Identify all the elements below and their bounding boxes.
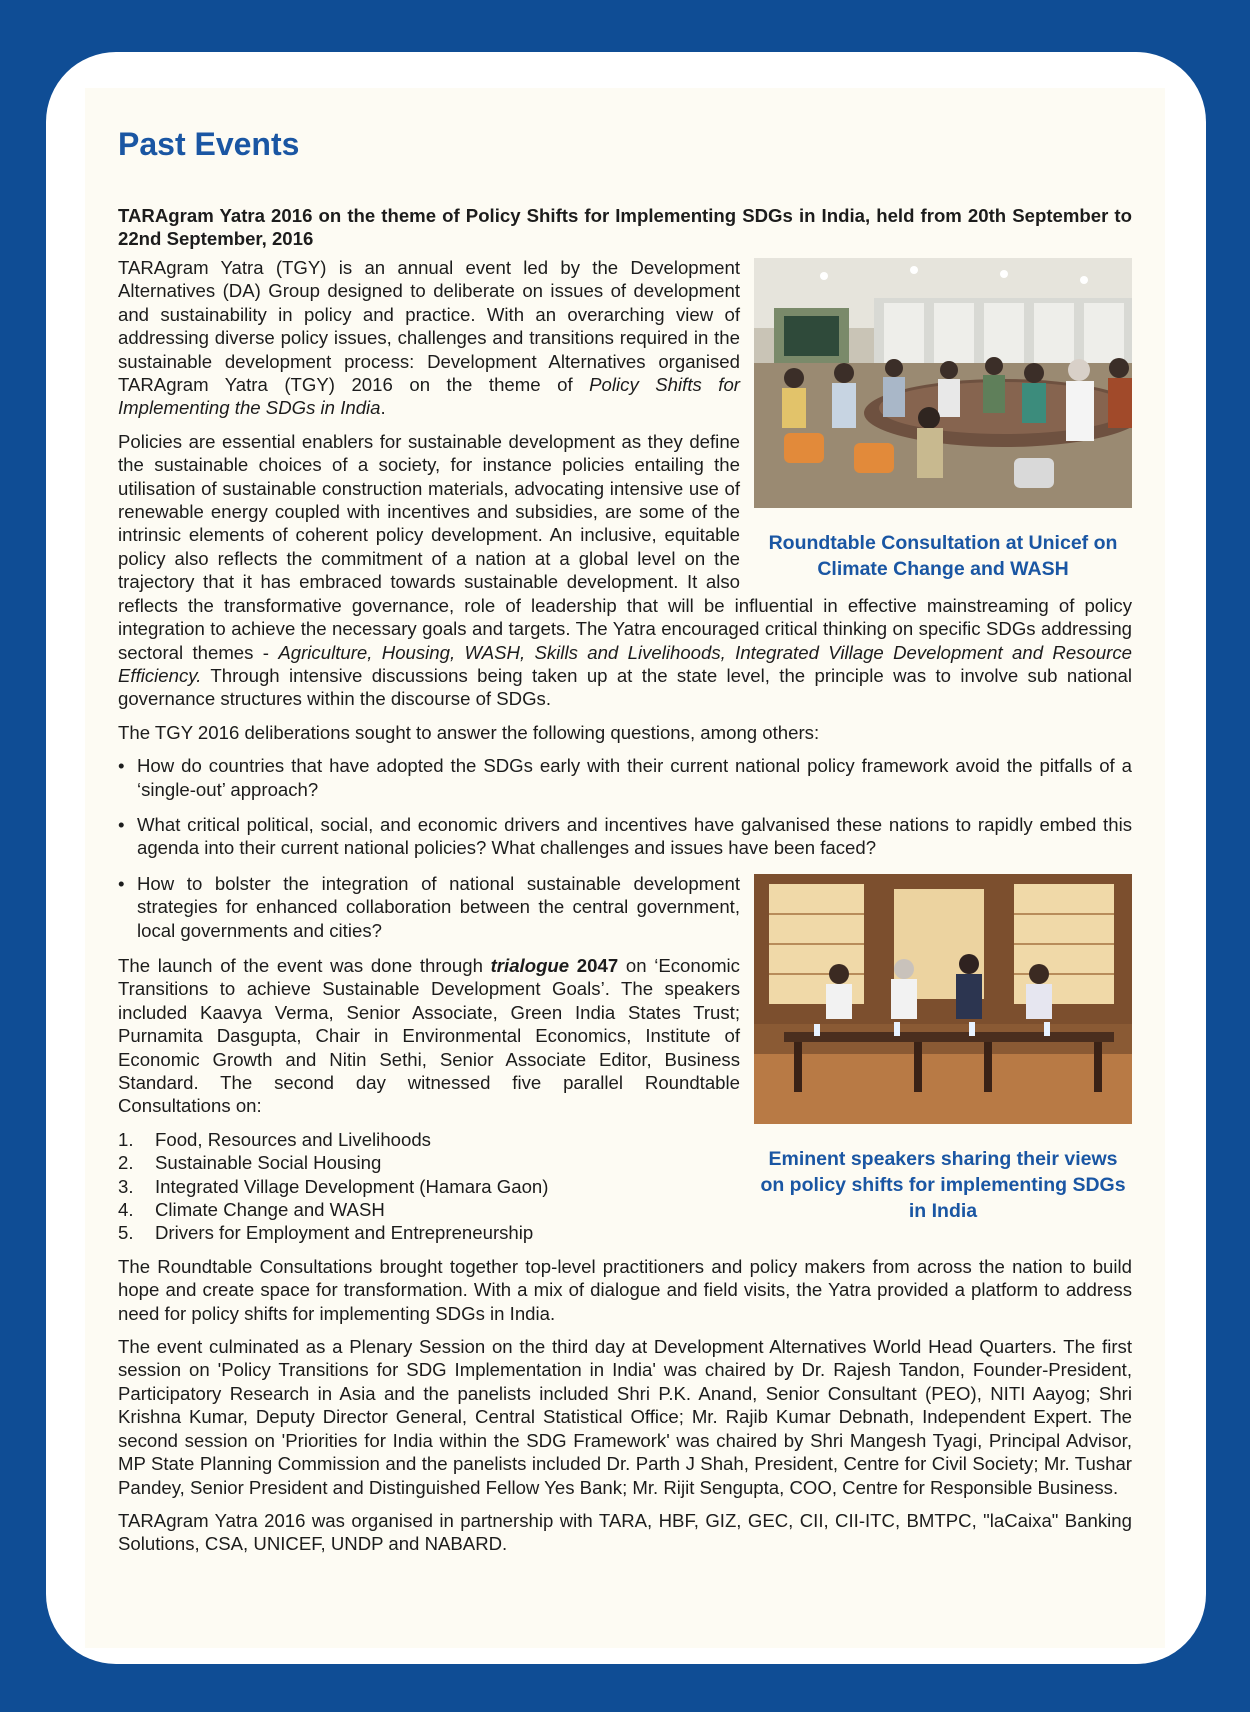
roundtable-paragraph: The Roundtable Consultations brought together top-level practitioners and policy makers from across the nation to build hope and create space for transformation. With a mix of dialogue and field visits, the Yatra provided a platform to address need for policy shifts for implementing SDGs in India. [118,1255,1132,1324]
list-number: 5. [118,1222,134,1244]
policy-end: Through intensive discussions being taken up at the state level, the principle was to involve sub national governance structures within the discourse of SDGs. [118,664,1132,710]
question-text: What critical political, social, and economic drivers and incentives have galvanised these nations to rapidly embed this agenda into their current national policies? What challenges and issues have been faced? [137,813,1132,859]
consultation-label: Sustainable Social Housing [155,1152,382,1174]
speakers-photo [754,874,1132,1124]
article-subtitle: TARAgram Yatra 2016 on the theme of Policy Shifts for Implementing SDGs in India, held from 20th September to 22nd September, 2016 [118,205,1132,249]
list-number: 3. [118,1175,134,1197]
list-item [118,1198,740,1221]
trialogue-year: 2047 [569,954,619,976]
consultation-label: Integrated Village Development (Hamara Gaon) [155,1175,549,1197]
figure-caption-roundtable: Roundtable Consultation at Unicef on Climate Change and WASH [768,532,1118,580]
roundtable-photo [754,258,1132,508]
list-number: 2. [118,1152,134,1174]
launch-text: The launch of the event was done through [118,954,491,976]
consultation-label: Climate Change and WASH [155,1199,385,1221]
plenary-paragraph: The event culminated as a Plenary Session on the third day at Development Alternatives World Head Quarters. The first session on 'Policy Transitions for SDG Implementation in India' was chaired by Dr. Rajesh Tandon, Founder-President, Participatory Research in Asia and the panelists included Shri P.K. Anand, Senior Consultant (PEO), NITI Aayog; Shri Krishna Kumar, Deputy Director General, Central Statistical Office; Mr. Rajib Kumar Debnath, Independent Expert. The second session on 'Priorities for India within the SDG Framework' was chaired by Shri Mangesh Tyagi, Principal Advisor, MP State Planning Commission and the panelists included Dr. Parth J Shah, President, Centre for Civil Society; Mr. Tushar Pandey, Senior President and Distinguished Fellow Yes Bank; Mr. Rijit Sengupta, COO, Centre for Responsible Business. [118,1336,1132,1498]
list-number: 1. [118,1128,134,1150]
list-item [118,1151,740,1174]
figure-speakers [754,874,1132,1224]
intro-theme: Policy Shifts for Implementing the SDGs in India [118,374,740,419]
intro-text: TARAgram Yatra (TGY) is an annual event led by the Development Alternatives (DA) Group designed to deliberate on issues of development and sustainability in policy and practice. With an overarching view of addressing diverse policy issues, challenges and transitions required in the sustainable development process: Development Alternatives organised TARAgram Yatra (TGY) 2016 on the theme of [118,257,740,396]
list-item [118,813,1132,860]
bullet-marker: • [118,813,125,835]
bullet-marker: • [118,755,125,777]
trialogue-label: trialogue [490,954,570,976]
list-item [118,1221,740,1244]
partners-paragraph: TARAgram Yatra 2016 was organised in partnership with TARA, HBF, GIZ, GEC, CII, CII-ITC, BMTPC, "laCaixa" Banking Solutions, CSA, UNICEF, UNDP and NABARD. [118,1509,1132,1555]
list-item [118,754,1132,801]
questions-intro: The TGY 2016 deliberations sought to answer the following questions, among others: [118,721,820,743]
list-item [118,1128,740,1151]
question-text: How to bolster the integration of national sustainable development strategies for enhanced collaboration between the central government, local governments and cities? [137,872,740,941]
consultation-label: Drivers for Employment and Entrepreneurship [155,1222,534,1244]
policy-themes: Agriculture, Housing, WASH, Skills and Livelihoods, Integrated Village Development and Resource Efficiency. [118,641,1132,686]
list-number: 4. [118,1199,134,1221]
policy-text: Policies are essential enablers for sustainable development as they define the sustainable choices of a society, for instance policies entailing the utilisation of sustainable construction materials, advocating intensive use of renewable energy coupled with incentives and subsidies, are some of the intrinsic elements of coherent policy development. An inclusive, equitable policy also reflects the commitment of a nation at a global level on the trajectory that it has embraced towards sustainable development. It also reflects the transformative governance, role of leadership that will be influential in effective mainstreaming of policy integration to achieve the necessary goals and targets. The Yatra encouraged critical thinking on specific SDGs addressing sectoral themes - [118,430,1132,663]
launch-details: on ‘Economic Transitions to achieve Sustainable Development Goals’. The speakers included Kaavya Verma, Senior Associate, Green India States Trust; Purnamita Dasgupta, Chair in Environmental Economics, Institute of Economic Growth and Nitin Sethi, Senior Associate Editor, Business Standard. The second day witnessed five parallel Roundtable Consultations on: [118,954,740,1117]
list-item [118,1175,740,1198]
consultation-label: Food, Resources and Livelihoods [155,1128,431,1150]
page-title: Past Events [118,126,300,162]
figure-roundtable [754,258,1132,582]
intro-end: . [380,397,386,419]
figure-caption-speakers: Eminent speakers sharing their views on policy shifts for implementing SDGs in India [760,1147,1126,1222]
article [118,124,1132,1566]
question-text: How do countries that have adopted the SDGs early with their current national policy framework avoid the pitfalls of a ‘single-out’ approach? [137,755,1132,800]
bullet-marker: • [118,872,125,894]
